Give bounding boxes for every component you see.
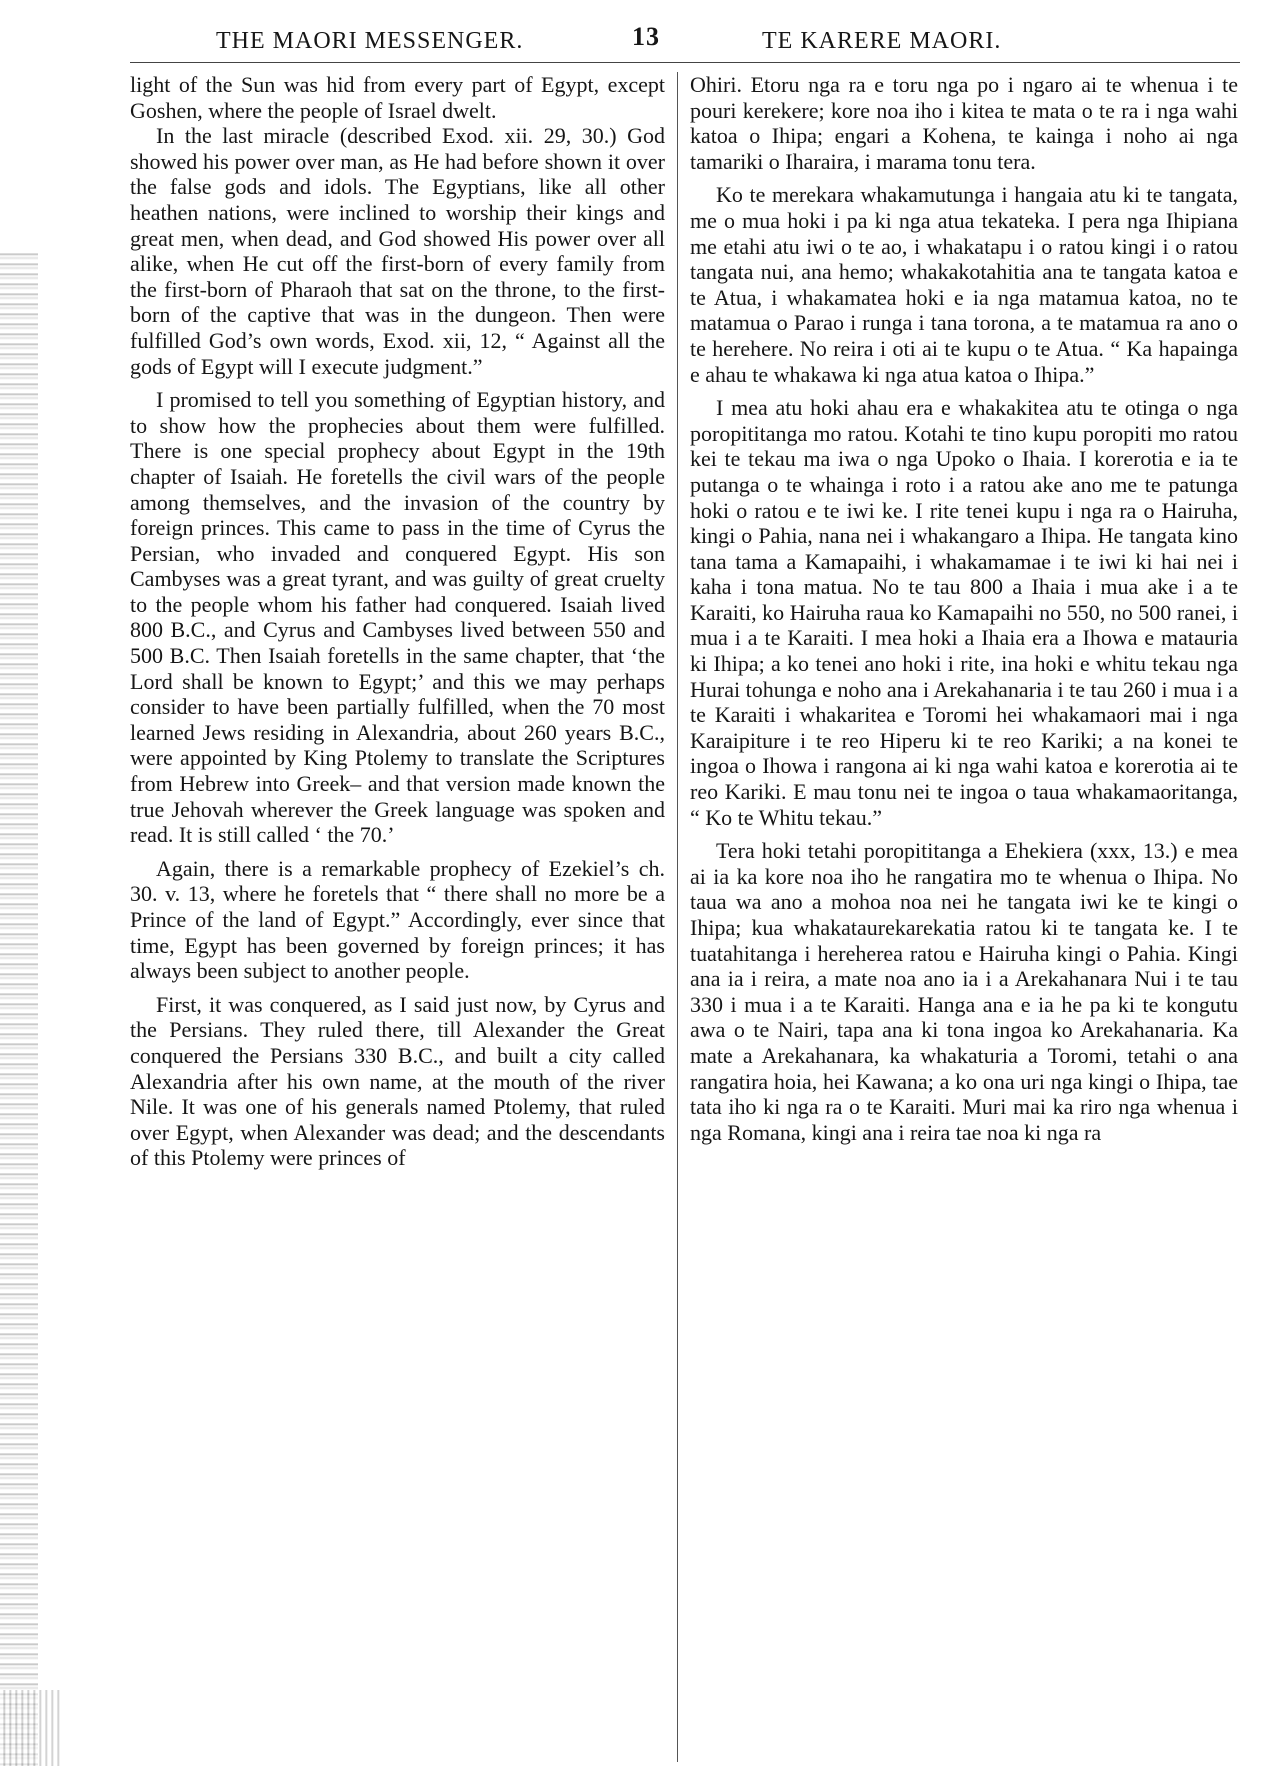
english-title: THE MAORI MESSENGER. (216, 28, 524, 54)
maori-paragraph-2: Ko te merekara whakamutunga i hangaia atu ki te tangata, me o mua hoki i pa ki nga atua tekateka. I pera nga Ihipiana me etahi atu iwi o te ao, i whakatapu i o ratou kingi i o ratou tangata nui, ana hemo; whakakotahitia ana te tangata katoa e te Atua, i whakamatea hoki e ia nga matamua katoa, no te matamua o Parao i runga i tana torona, a te matamua ra ano o te herehere. No reira i oti ai te kupu o te Atua. “ Ka hapainga e ahau te whakawa ki nga atua katoa o Ihipa.” (690, 182, 1238, 387)
english-column (130, 72, 665, 1171)
header-rule (130, 62, 1240, 63)
page-corner-shadow (0, 1690, 60, 1766)
english-paragraph-4: Again, there is a remarkable prophecy of Ezekiel’s ch. 30. v. 13, where he foretels that “ there shall no more be a Prince of the land of Egypt.” Accordingly, ever since that time, Egypt has been governed by foreign princes; it has always been subject to another people. (130, 855, 665, 984)
page-edge-shadow (0, 250, 38, 1766)
english-paragraph-1: light of the Sun was hid from every part of Egypt, except Goshen, where the people of Israel dwelt. (130, 72, 665, 123)
maori-paragraph-1: Ohiri. Etoru nga ra e toru nga po i ngaro ai te whenua i te pouri kerekere; kore noa iho i kitea te mata o te ra i nga wahi katoa o Ihipa; engari a Kohena, te kainga i noho ai nga tamariki o Iharaira, i marama tonu tera. (690, 72, 1238, 174)
english-paragraph-3: I promised to tell you something of Egyptian history, and to show how the prophecies about them were fulfilled. There is one special prophecy about Egypt in the 19th chapter of Isaiah. He foretells the civil wars of the people among themselves, and the invasion of the country by foreign princes. This came to pass in the time of Cyrus the Persian, who invaded and conquered Egypt. His son Cambyses was a great tyrant, and was guilty of great cruelty to the people whom his father had conquered. Isaiah lived 800 B.C., and Cyrus and Cambyses lived between 550 and 500 B.C. Then Isaiah foretells in the same chapter, that ‘the Lord shall be known to Egypt;’ and this we may perhaps consider to have been partially fulfilled, when the 70 most learned Jews residing in Alexandria, about 260 years B.C., were appointed by King Ptolemy to translate the Scriptures from Hebrew into Greek– and that version made known the true Jehovah wherever the Greek language was spoken and read. It is still called ‘ the 70.’ (130, 387, 665, 848)
maori-title: TE KARERE MAORI. (762, 28, 1002, 54)
page-number: 13 (632, 22, 660, 51)
maori-column (690, 72, 1238, 1145)
column-divider (677, 72, 678, 1762)
maori-paragraph-3: I mea atu hoki ahau era e whakakitea atu te otinga o nga poropititanga mo ratou. Kotahi te tino kupu poropiti mo ratou kei te tekau ma iwa o nga Upoko o Ihaia. I korerotia e ia te putanga o te whainga i roto i a ratou ake ano me te patunga hoki o ratou e te iwi ke. I rite tenei kupu i nga ra o Hairuha, kingi o Pahia, nana nei i whakangaro a Ihipa. He tangata kino tana tama a Kamapaihi, i whakamamae i te iwi ki hai nei i kaha i tona matua. No te tau 800 a Ihaia i mua ake i a te Karaiti, ko Hairuha raua ko Kamapaihi no 550, no 500 ranei, i mua i a te Karaiti. I mea hoki a Ihaia era a Ihowa e matauria ki Ihipa; a ko tenei ano hoki i rite, ina hoki e whitu tekau nga Hurai tohunga e noho ana i Arekahanaria i te tau 260 i mua i a te Karaiti i whakaritea e Toromi hei whakamaori mai i nga Karaipiture i te reo Hiperu ki te reo Kariki; a na konei te ingoa o Ihowa i rangona ai ki nga wahi katoa e korerotia ai te reo Kariki. E mau tonu nei te ingoa o taua whakamaoritanga, “ Ko te Whitu tekau.” (690, 395, 1238, 830)
maori-paragraph-4: Tera hoki tetahi poropititanga a Ehekiera (xxx, 13.) e mea ai ia ka kore noa iho he rangatira mo te whenua o Ihipa. No taua wa ano a mohoa noa nei he tangata iwi ke te kingi o Ihipa; kua whakataurekarekatia ratou ki te tangata ke. I te tuatahitanga i hereherea ratou e Hairuha kingi o Pahia. Kingi ana ia i reira, a mate noa ano ia i a Arekahanara Nui i te tau 330 i mua i a te Karaiti. Hanga ana e ia he pa ki te kongutu awa o te Nairi, tapa ana ki tona ingoa ko Arekahanaria. Ka mate a Arekahanara, ka whakaturia a Toromi, tetahi o ana rangatira hoia, hei Kawana; a ko ona uri nga kingi o Ihipa, tae tata iho ki nga ra o te Karaiti. Muri mai ka riro nga whenua i nga Romana, kingi ana i reira tae noa ki nga ra (690, 838, 1238, 1145)
english-paragraph-5: First, it was conquered, as I said just now, by Cyrus and the Persians. They ruled there, till Alexander the Great conquered the Persians 330 B.C., and built a city called Alexandria after his own name, at the mouth of the river Nile. It was one of his generals named Ptolemy, that ruled over Egypt, when Alexander was dead; and the descendants of this Ptolemy were princes of (130, 991, 665, 1171)
english-paragraph-2: In the last miracle (described Exod. xii. 29, 30.) God showed his power over man, as He had before shown it over the false gods and idols. The Egyptians, like all other heathen nations, were inclined to worship their kings and great men, when dead, and God showed His power over all alike, when He cut off the first-born of every family from the first-born of Pharaoh that sat on the throne, to the first-born of the captive that was in the dungeon. Then were fulfilled God’s own words, Exod. xii, 12, “ Against all the gods of Egypt will I execute judgment.” (130, 123, 665, 379)
running-header (200, 18, 1080, 58)
